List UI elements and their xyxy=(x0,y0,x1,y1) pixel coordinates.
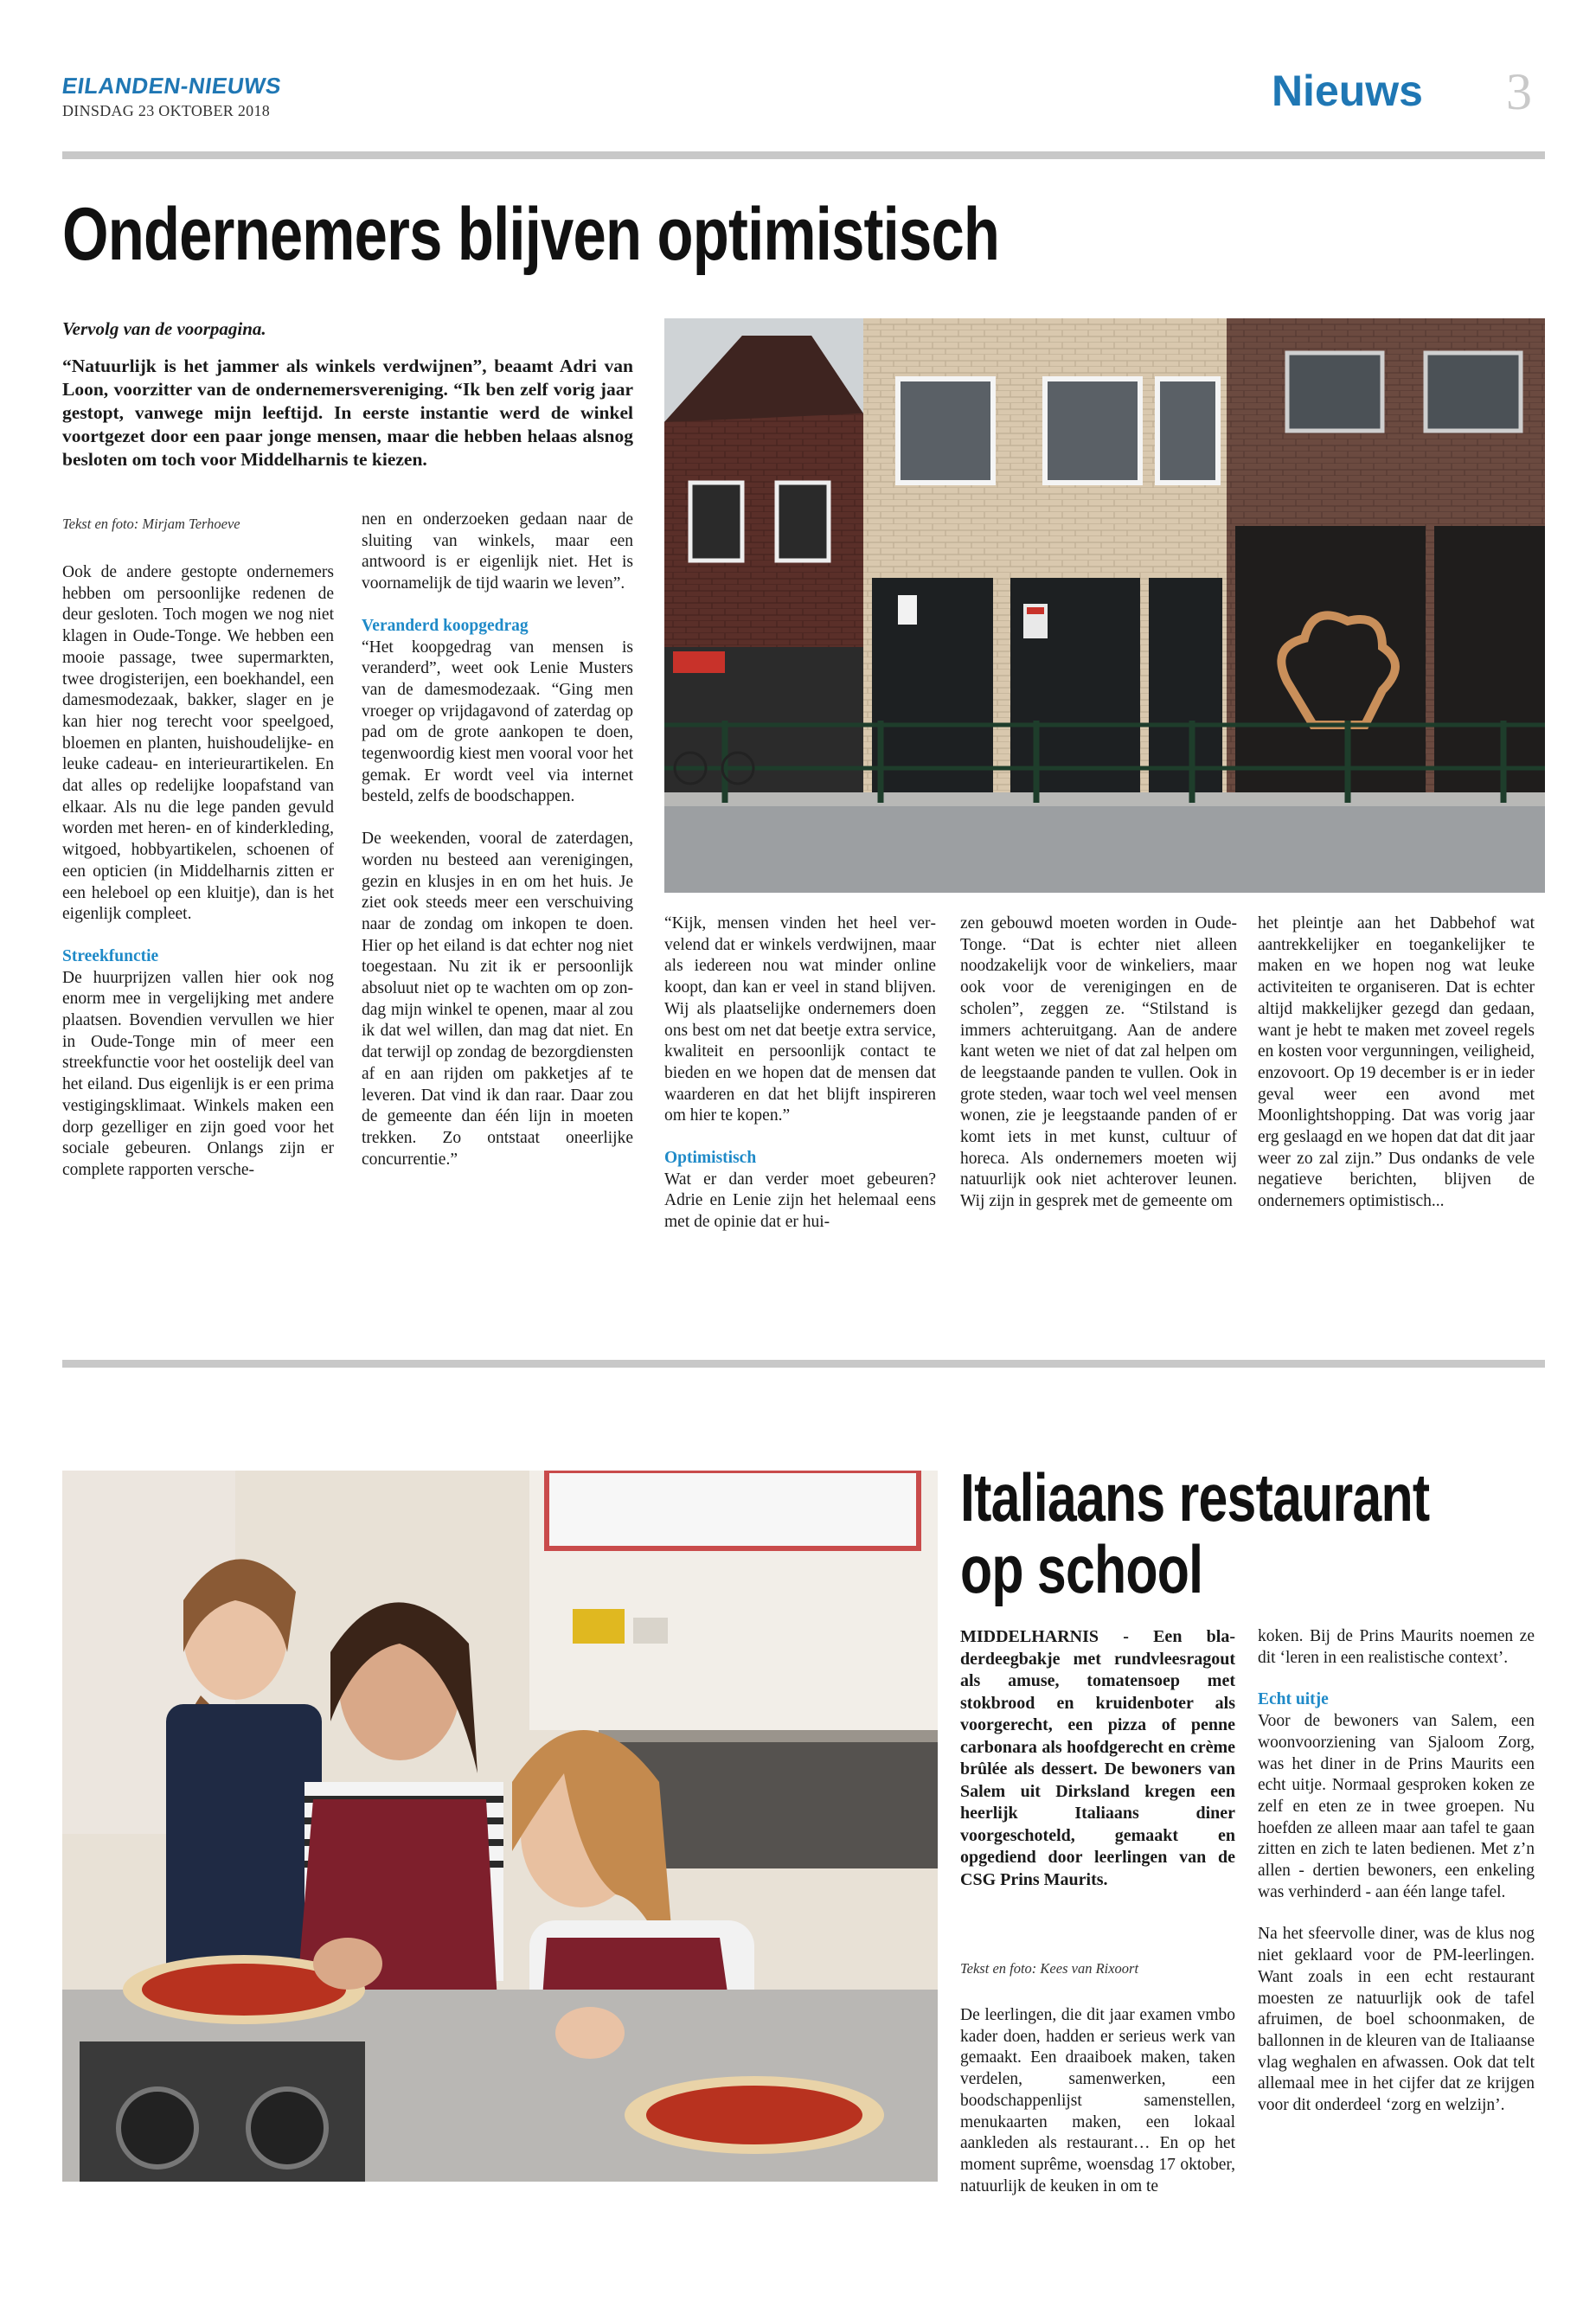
header-divider xyxy=(62,151,1545,159)
subheading: Veranderd koopgedrag xyxy=(362,616,529,635)
article-intro: “Natuurlijk is het jammer als winkels verdwijnen”, beaamt Adri van Loon, voorzitter van de ondernemersvereniging. “Ik ben zelf vorig jaar gestopt, vanwege mijn leeftijd. In eerste instantie werd de winkel voortgezet door een paar jonge mensen, maar die hebben helaas alsnog besloten om toch voor Middelharnis te kiezen. xyxy=(62,356,633,470)
paragraph: het pleintje aan het Dabbehof wat aantrekkelijker en toegankelijker te maken en we hopen nog wat leuke activiteiten te organiseren. Dat is echter altijd makkelijker gezegd dan gedaan, want je hebt te maken met zoveel regels en kosten voor vergunningen, veiligheid, enzovoort. Op 19 december is er in ieder geval weer een avond met Moonlightshopping. Dat was vorig jaar erg geslaagd en we hopen dat dat dit jaar weer zo zal zijn.” Dus ondanks de vele negatieve berichten, blijven de ondernemers optimistisch... xyxy=(1258,914,1535,1211)
masthead-logo: EILANDEN-NIEUWS xyxy=(60,73,284,99)
article-headline xyxy=(960,1459,1430,1607)
article-divider xyxy=(62,1360,1545,1368)
paragraph: Na het sfeervolle diner, was de klus nog niet geklaard voor de PM-leerlingen. Want zoals in een echt restaurant moesten ze natuurlijk ook de tafel afruimen, de boel schoonmaken, de ballonnen in de kleuren van de Italiaanse vlag weghalen en afwassen. Ook dat telt allemaal mee in het cijfer dat ze krijgen voor dit onderdeel ‘zorg en welzijn’. xyxy=(1258,1925,1535,2115)
headline-line: Italiaans restaurant xyxy=(960,1459,1430,1535)
article-column-1 xyxy=(960,2005,1235,2197)
subheading: Optimistisch xyxy=(664,1149,757,1168)
kitchen-photo xyxy=(62,1471,938,2182)
paragraph: nen en onderzoeken gedaan naar de sluiting van winkels, maar een antwoord is er eigenlijk niet. Het is voornamelijk de tijd waarin we leven”. xyxy=(362,510,633,593)
paragraph: De weekenden, vooral de zaterdagen, worden nu besteed aan verenigingen, gezin en klusjes in en om het huis. Je ziet ook steeds meer een verschuiving naar de zondag om inkopen te doen. Hier op het eiland is dat echter nog niet toegestaan. Nu zit ik er persoonlijk absoluut niet op te wachten om op zondag mijn winkel te openen, maar al zou ik dat wel willen, dan mag dat niet. En dat terwijl op zondag de bezorgdiensten af en aan rijden om pakketjes af te leveren. Dat vind ik dan raar. Daar zou de gemeente dan één lijn in moeten trekken. Zo ontstaat oneerlijke concurrentie.” xyxy=(362,830,633,1169)
subheading: Streekfunctie xyxy=(62,946,159,965)
subheading: Echt uitje xyxy=(1258,1690,1329,1709)
storefront-photo xyxy=(664,318,1545,893)
paragraph: zen gebouwd moeten worden in Oude-Tonge. “Dat is echter niet alleen noodzakelijk voor de winkeliers, maar ook voor de verenigingen en de scholen”, zeggen ze. “Stilstand is immers achteruitgang. Aan de andere kant weten we niet of dat zal helpen om de leegstaande panden te vullen. Ook in grote steden, waar toch wel veel mensen wonen, zie je leegstaande panden of er komt iets in met kunst, cultuur of horeca. Als ondernemers moeten wij natuurlijk ook niet achterover leunen. Wij zijn in gesprek met de gemeente om xyxy=(960,914,1237,1211)
paragraph: Wat er dan verder moet gebeuren? Adrie en Lenie zijn het helemaal eens met de opinie dat er hui- xyxy=(664,1170,936,1232)
paragraph: De huurprijzen vallen hier ook nog enorm mee in vergelijking met andere plaatsen. Bovendien vervullen we hier in Oude-Tonge min of meer een streekfunctie voor het oostelijk deel van het eiland. Dus eigenlijk is er een prima vestigingsklimaat. Winkels maken een dorp gezelliger en zijn goed voor het sociale gebeuren. Onlangs zijn er complete rapporten versche- xyxy=(62,968,334,1179)
paragraph: koken. Bij de Prins Maurits noemen ze dit ‘leren in een realistische context’. xyxy=(1258,1627,1535,1667)
section-title: Nieuws xyxy=(1271,67,1423,115)
article-lead: MIDDELHARNIS - Een bladerdeegbakje met rundvleesragout als amuse, tomatensoep met stokbrood en kruidenboter als voorgerecht, een pizza of penne carbonara als hoofdgerecht en crème brûlée als dessert. De bewoners van Salem uit Dirksland kregen een heerlijk Italiaans diner voorgeschoteld, gemaakt en opgediend door leerlingen van de CSG Prins Maurits. xyxy=(960,1627,1235,1889)
article-headline: Ondernemers blijven optimistisch xyxy=(62,193,1000,276)
article-column-4 xyxy=(960,913,1237,1213)
headline-line: op school xyxy=(960,1530,1203,1607)
page-number: 3 xyxy=(1506,63,1532,120)
article-column-5 xyxy=(1258,913,1535,1213)
paragraph: “Kijk, mensen vinden het heel vervelend dat er winkels verdwijnen, maar als iedereen nou wat minder online koopt, dan kan er veel in stand blijven. Wij als plaatselijke ondernemers doen ons best om net dat beetje extra service, kwaliteit en persoonlijk contact te bieden en we hopen dat de mensen dat waarderen en dat het blijft inspireren om hier te kopen.” xyxy=(664,914,936,1125)
article-column-3 xyxy=(664,913,936,1234)
article-column-2 xyxy=(362,510,633,1170)
article-column-1 xyxy=(62,562,334,1182)
article-credit: Tekst en foto: Mirjam Terhoeve xyxy=(62,516,240,532)
paragraph: “Het koopgedrag van mensen is veranderd”, weet ook Lenie Musters van de damesmodezaak. “Ging men vroeger op vrijdagavond of zaterdag op pad om de grote aankopen te doen, tegenwoordig kiest men vooral voor het gemak. Er wordt veel via internet besteld, zelfs de boodschappen. xyxy=(362,638,633,806)
dateline: DINSDAG 23 OKTOBER 2018 xyxy=(62,102,271,119)
article-credit: Tekst en foto: Kees van Rixoort xyxy=(960,1960,1139,1977)
article-column-2 xyxy=(1258,1626,1535,2117)
paragraph: Voor de bewoners van Salem, een woonvoorziening van Sjaloom Zorg, was het diner in de Prins Maurits een echt uitje. Normaal gesproken koken ze zelf en eten ze in twee groepen. Nu hoefden ze alleen maar aan tafel te gaan zitten en zich te laten bedienen. Met z’n allen - dertien bewoners, een enkeling was verhinderd - aan één lange tafel. xyxy=(1258,1712,1535,1901)
continued-note: Vervolg van de voorpagina. xyxy=(62,318,266,339)
paragraph: De leerlingen, die dit jaar examen vmbo kader doen, hadden er serieus werk van gemaakt. Een draaiboek maken, taken verdelen, samenwerken, een boodschappenlijst samenstellen, menukaarten maken, een lokaal aankleden als restaurant… En op het moment suprême, woensdag 17 oktober, natuurlijk de keuken in om te xyxy=(960,2006,1235,2195)
paragraph: Ook de andere gestopte ondernemers hebben om persoonlijke redenen de deur gesloten. Toch mogen we nog niet klagen in Oude-Tonge. We hebben een mooie passage, twee supermarkten, twee drogisterijen, een boekhandel, een damesmodezaak, bakker, slager en je kan hier nog terecht voor speelgoed, bloemen en planten, huishoudelijke- en leuke cadeau- en interieurartikelen. En dat alles op redelijke loopafstand van elkaar. Als nu die lege panden gevuld worden met heren- en of kinderkleding, witgoed, hobbyartikelen, schoenen of een opticien (in Middelharnis zitten er een heleboel op een kluitje), dan is het eigenlijk compleet. xyxy=(62,563,334,924)
